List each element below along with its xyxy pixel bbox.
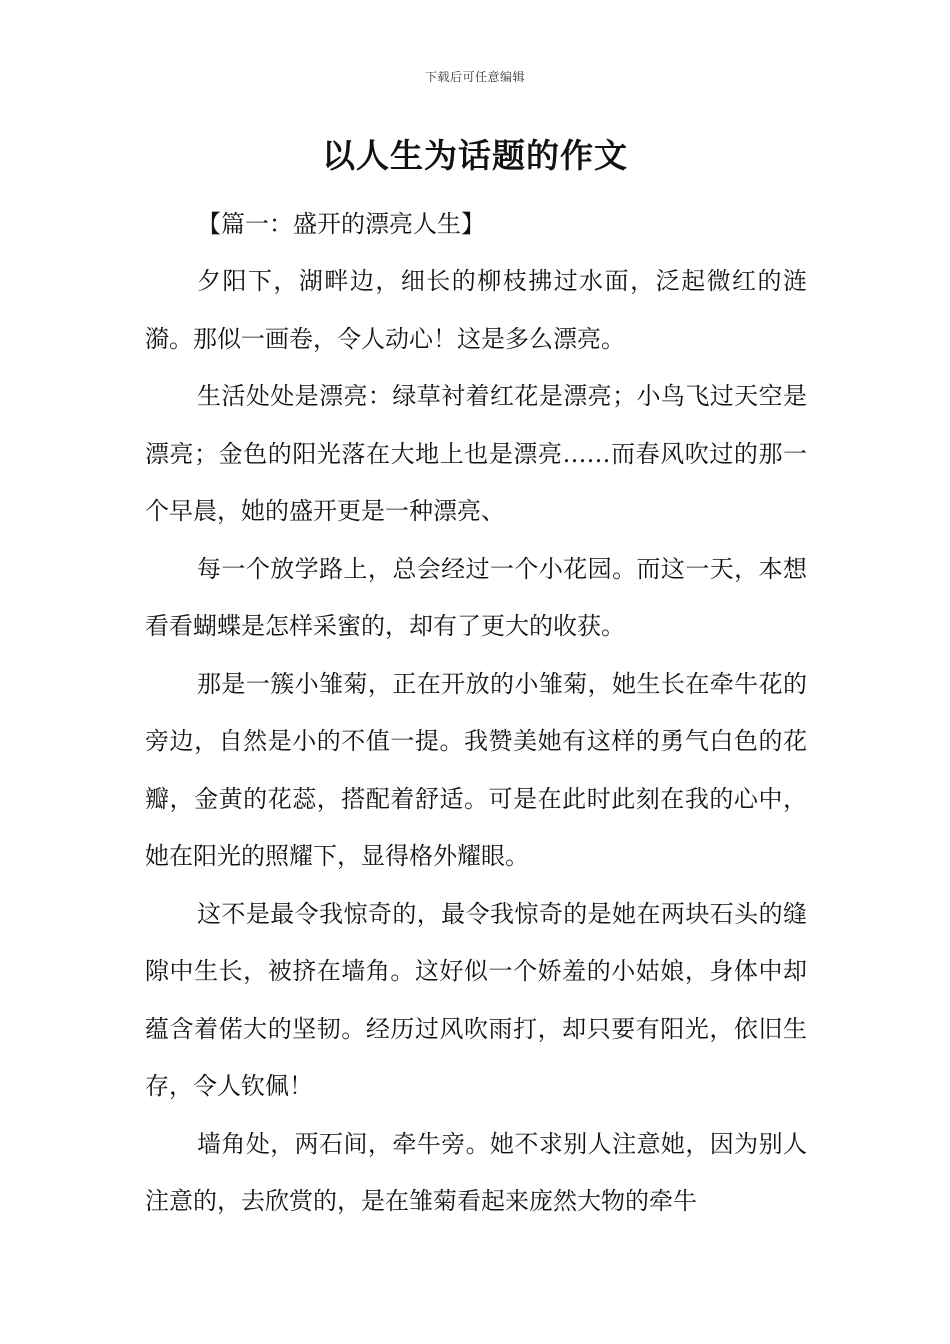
paragraph-5: 这不是最令我惊奇的，最令我惊奇的是她在两块石头的缝隙中生长，被挤在墙角。这好似一个娇羞的小姑娘，身体中却蕴含着偌大的坚韧。经历过风吹雨打，却只要有阳光，依旧生存，令人钦佩！ bbox=[145, 899, 807, 1100]
document-body bbox=[145, 196, 807, 1231]
paragraph-3: 每一个放学路上，总会经过一个小花园。而这一天，本想看看蝴蝶是怎样采蜜的，却有了更大的收获。 bbox=[145, 554, 807, 640]
header-note: 下载后可任意编辑 bbox=[424, 70, 525, 84]
paragraph-6: 墙角处，两石间，牵牛旁。她不求别人注意她，因为别人注意的，去欣赏的，是在雏菊看起来庞然大物的牵牛 bbox=[145, 1129, 807, 1215]
paragraph-2: 生活处处是漂亮：绿草衬着红花是漂亮；小鸟飞过天空是漂亮；金色的阳光落在大地上也是漂亮……而春风吹过的那一个早晨，她的盛开更是一种漂亮、 bbox=[145, 382, 807, 525]
document-title: 以人生为话题的作文 bbox=[322, 136, 628, 175]
paragraph-4: 那是一簇小雏菊，正在开放的小雏菊，她生长在牵牛花的旁边，自然是小的不值一提。我赞美她有这样的勇气白色的花瓣，金黄的花蕊，搭配着舒适。可是在此时此刻在我的心中，她在阳光的照耀下，显得格外耀眼。 bbox=[145, 669, 807, 870]
section-heading: 【篇一：盛开的漂亮人生】 bbox=[197, 210, 485, 238]
paragraph-1: 夕阳下，湖畔边，细长的柳枝拂过水面，泛起微红的涟漪。那似一画卷，令人动心！这是多么漂亮。 bbox=[145, 267, 807, 353]
